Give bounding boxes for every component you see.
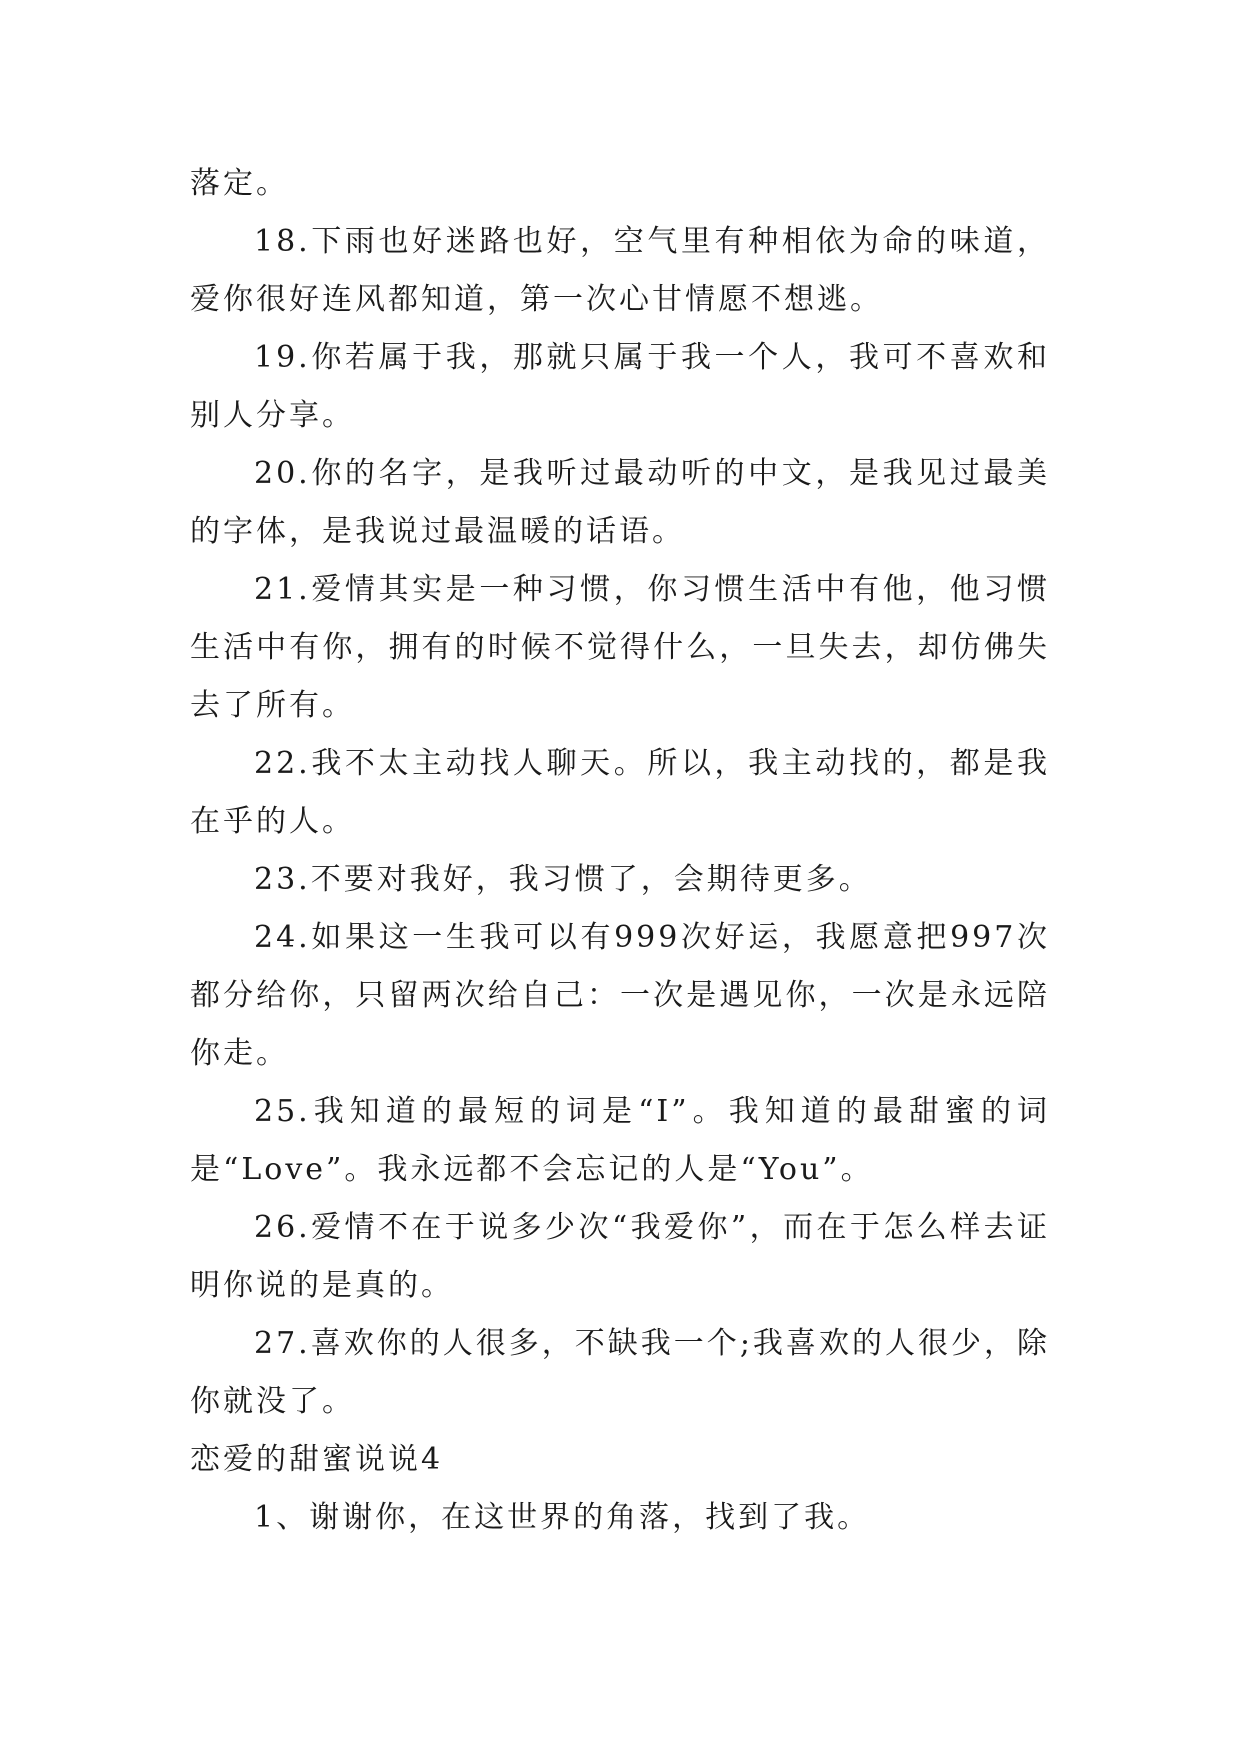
list-item: 18.下雨也好迷路也好，空气里有种相依为命的味道，爱你很好连风都知道，第一次心甘情愿不想逃。 [190, 224, 1050, 317]
list-item: 26.爱情不在于说多少次“我爱你”，而在于怎么样去证明你说的是真的。 [190, 1210, 1050, 1303]
list-item: 1、谢谢你，在这世界的角落，找到了我。 [254, 1500, 871, 1535]
list-item: 22.我不太主动找人聊天。所以，我主动找的，都是我在乎的人。 [190, 746, 1050, 839]
list-item: 20.你的名字，是我听过最动听的中文，是我见过最美的字体，是我说过最温暖的话语。 [190, 456, 1050, 549]
list-item: 23.不要对我好，我习惯了，会期待更多。 [254, 862, 872, 897]
document-page [190, 155, 1050, 1547]
list-item: 19.你若属于我，那就只属于我一个人，我可不喜欢和别人分享。 [190, 340, 1050, 433]
list-item: 21.爱情其实是一种习惯，你习惯生活中有他，他习惯生活中有你，拥有的时候不觉得什么，一旦失去，却仿佛失去了所有。 [190, 572, 1050, 723]
section-heading: 恋爱的甜蜜说说4 [190, 1442, 444, 1477]
list-item: 24.如果这一生我可以有999次好运，我愿意把997次都分给你，只留两次给自己：一次是遇见你，一次是永远陪你走。 [190, 920, 1050, 1071]
list-item: 25.我知道的最短的词是“I”。我知道的最甜蜜的词是“Love”。我永远都不会忘记的人是“You”。 [190, 1094, 1050, 1187]
list-item: 27.喜欢你的人很多，不缺我一个;我喜欢的人很少，除你就没了。 [190, 1326, 1050, 1419]
continuation-text: 落定。 [190, 166, 289, 201]
